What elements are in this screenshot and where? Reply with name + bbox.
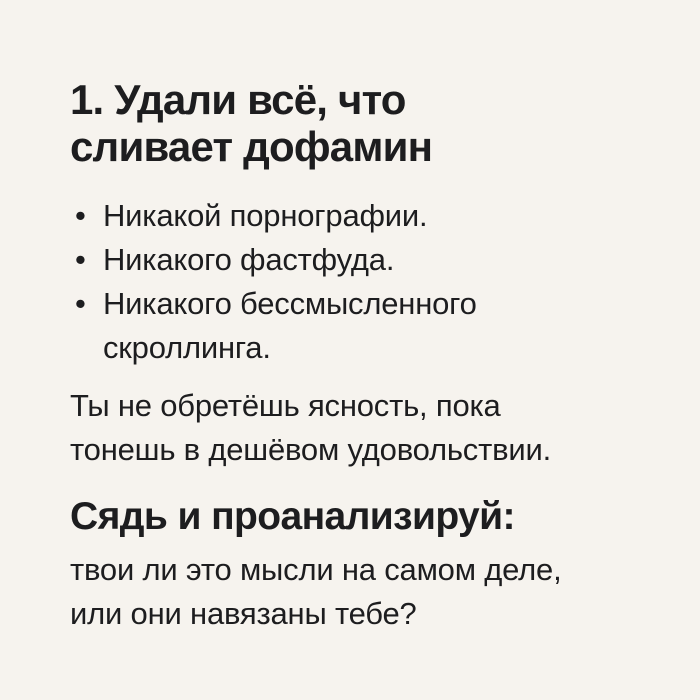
- question-line-1: твои ли это мысли на самом деле,: [70, 552, 562, 587]
- clarity-paragraph-line-2: тонешь в дешёвом удовольствии.: [70, 432, 552, 467]
- clarity-paragraph: [70, 384, 645, 472]
- bullet-list: [70, 194, 645, 370]
- bullet-icon: •: [75, 286, 86, 321]
- bullet-icon: •: [75, 198, 86, 233]
- question-paragraph: [70, 548, 645, 636]
- list-item-text: [103, 238, 394, 282]
- list-item: [70, 238, 645, 282]
- list-item-text: [103, 194, 427, 238]
- list-item: [70, 282, 645, 370]
- list-item-line: Никакого бессмысленного: [103, 286, 477, 321]
- question-line-2: или они навязаны тебе?: [70, 596, 417, 631]
- page-title: [70, 76, 645, 170]
- page-title-line-1: 1. Удали всё, что: [70, 76, 406, 123]
- list-item-line: скроллинга.: [103, 330, 271, 365]
- list-item-line: Никакого фастфуда.: [103, 242, 395, 277]
- list-item-text: [103, 282, 477, 370]
- list-item-line: Никакой порнографии.: [103, 198, 428, 233]
- list-item: [70, 194, 645, 238]
- subheading: Сядь и проанализируй:: [70, 495, 515, 538]
- clarity-paragraph-line-1: Ты не обретёшь ясность, пока: [70, 388, 501, 423]
- page-title-line-2: сливает дофамин: [70, 123, 433, 170]
- bullet-icon: •: [75, 242, 86, 277]
